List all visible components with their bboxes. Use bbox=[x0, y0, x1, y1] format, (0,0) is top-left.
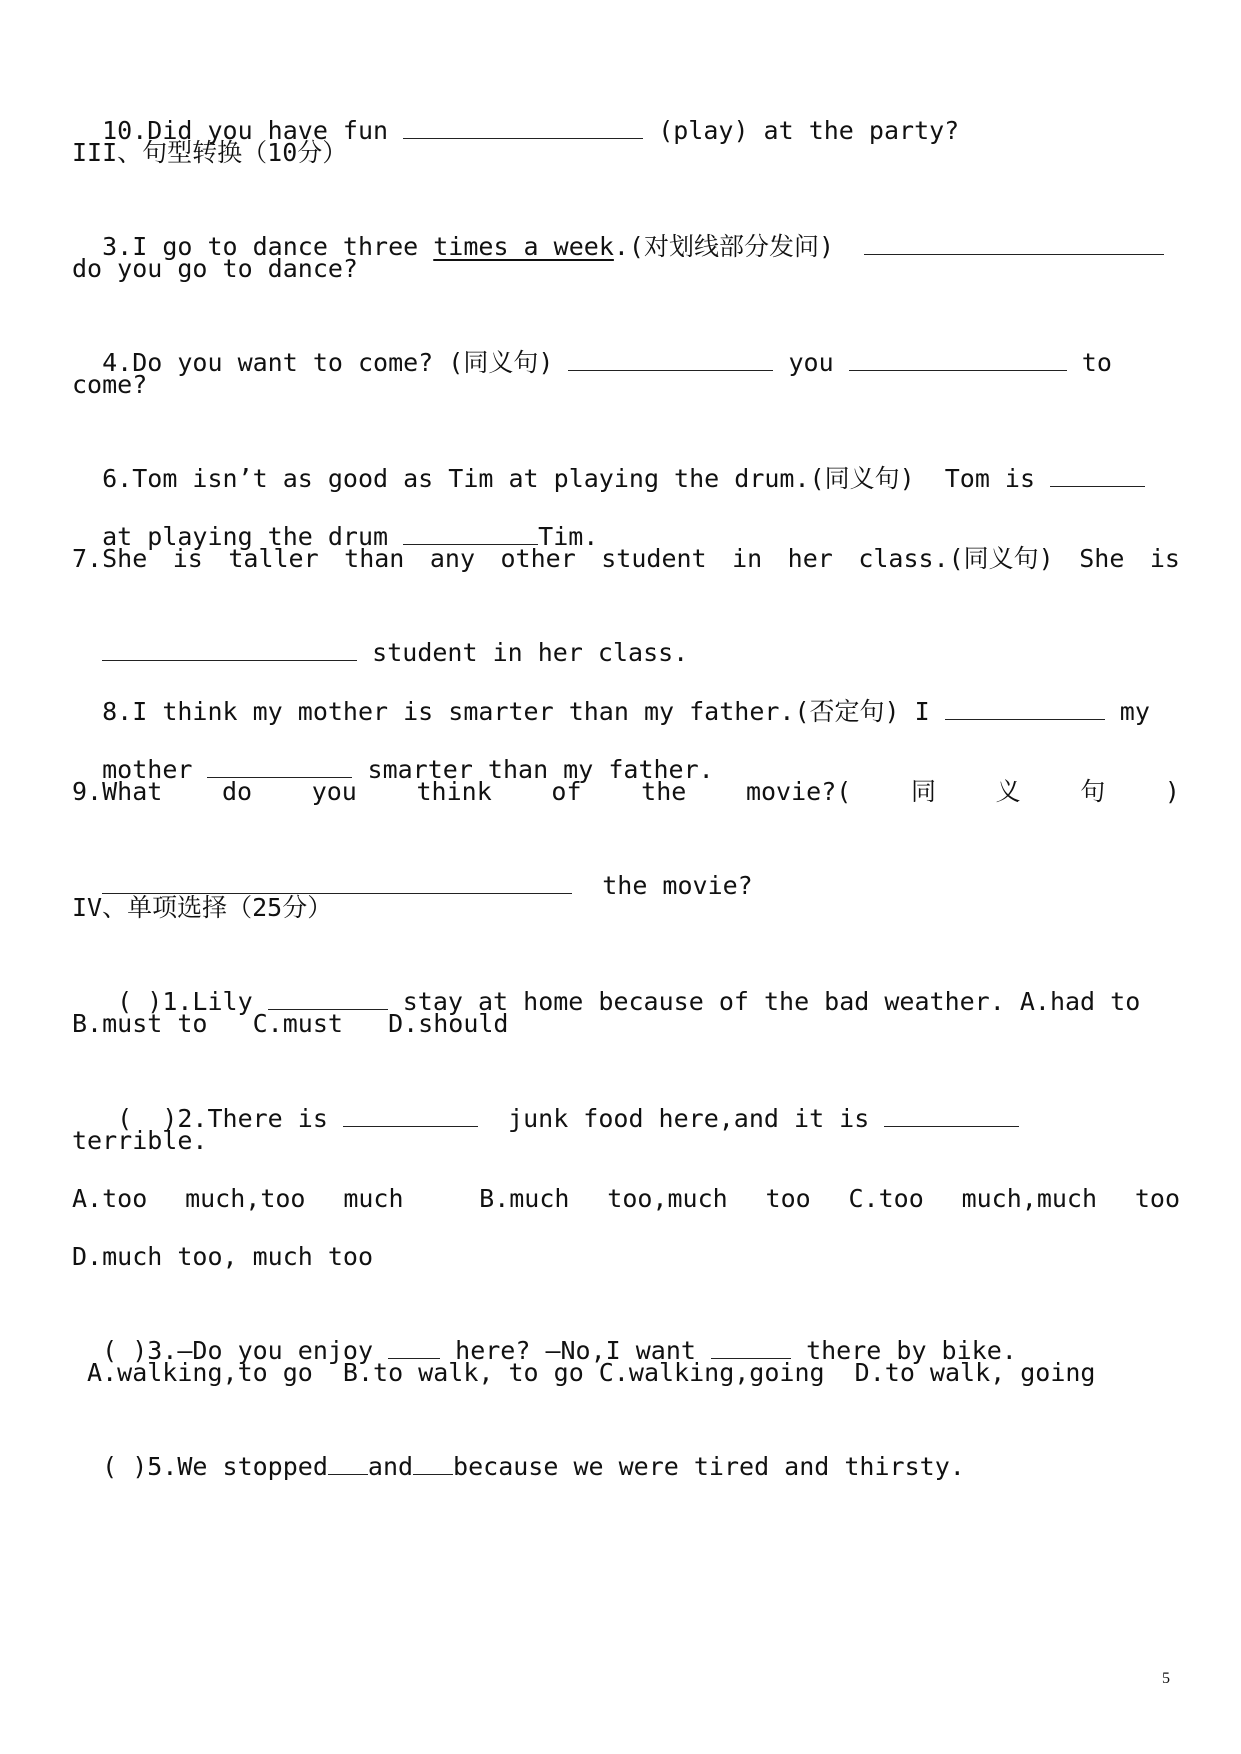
answer-blank[interactable] bbox=[328, 1448, 368, 1475]
answer-blank[interactable] bbox=[864, 228, 1164, 255]
s4-question-2-line2: terrible. bbox=[72, 1126, 208, 1155]
answer-blank[interactable] bbox=[945, 693, 1105, 720]
s4-question-2-option-d: D.much too, much too bbox=[72, 1242, 374, 1271]
answer-blank[interactable] bbox=[711, 1332, 791, 1359]
section-4-title: IV、单项选择（25分） bbox=[72, 893, 333, 922]
answer-blank[interactable] bbox=[102, 867, 572, 894]
section-3-title: III、句型转换（10分） bbox=[72, 138, 348, 167]
answer-blank[interactable] bbox=[207, 751, 352, 778]
s3-question-9-line2: the movie? bbox=[72, 833, 1180, 867]
s3-question-3-line2: do you go to dance? bbox=[72, 254, 358, 283]
answer-blank[interactable] bbox=[1050, 460, 1145, 487]
s4-question-2: ( )2.There is junk food here,and it is bbox=[72, 1066, 1180, 1100]
answer-blank[interactable] bbox=[568, 344, 773, 371]
answer-blank[interactable] bbox=[403, 112, 643, 139]
answer-blank[interactable] bbox=[413, 1448, 453, 1475]
s4-question-1-options: B.must to C.must D.should bbox=[72, 1009, 509, 1038]
s4-question-2-options-abc: A.too much,too much B.much too,much too C.too much,much too bbox=[72, 1184, 1180, 1213]
answer-blank[interactable] bbox=[403, 518, 538, 545]
answer-blank[interactable] bbox=[268, 983, 388, 1010]
s4-question-5: ( )5.We stopped and because we were tired and thirsty. bbox=[72, 1414, 1180, 1448]
s3-question-6: 6.Tom isn’t as good as Tim at playing the drum.(同义句) Tom is bbox=[72, 426, 1180, 460]
answer-blank[interactable] bbox=[343, 1100, 478, 1127]
s3-question-8: 8.I think my mother is smarter than my father.(否定句) I my bbox=[72, 659, 1180, 693]
s4-question-1: ( )1.Lily stay at home because of the bad weather. A.had to bbox=[72, 949, 1180, 983]
question-10: 10.Did you have fun (play) at the party? bbox=[72, 78, 1180, 112]
s4-question-3-options: A.walking,to go B.to walk, to go C.walking,going D.to walk, going bbox=[72, 1358, 1096, 1387]
answer-blank[interactable] bbox=[849, 344, 1067, 371]
answer-blank[interactable] bbox=[884, 1100, 1019, 1127]
s3-question-9: 9.What do you think of the movie?( 同 义 句 ) bbox=[72, 777, 1180, 806]
s4-question-3: ( )3.—Do you enjoy here? —No,I want there by bike. bbox=[72, 1298, 1180, 1332]
underlined-phrase: times a week bbox=[433, 232, 614, 261]
s3-question-7-line2: student in her class. bbox=[72, 600, 1180, 634]
s3-question-3: 3.I go to dance three times a week.(对划线部分发问) bbox=[72, 194, 1222, 228]
s3-question-6-line2: at playing the drum Tim. bbox=[72, 484, 1180, 518]
s3-question-4: 4.Do you want to come? (同义句) you to bbox=[72, 310, 1180, 344]
s3-question-4-line2: come? bbox=[72, 370, 148, 399]
answer-blank[interactable] bbox=[102, 634, 357, 661]
s3-question-7: 7.She is taller than any other student in her class.(同义句) She is bbox=[72, 544, 1180, 573]
page-number: 5 bbox=[1162, 1670, 1170, 1687]
answer-blank[interactable] bbox=[388, 1332, 440, 1359]
s3-question-8-line2: mother smarter than my father. bbox=[72, 717, 1180, 751]
